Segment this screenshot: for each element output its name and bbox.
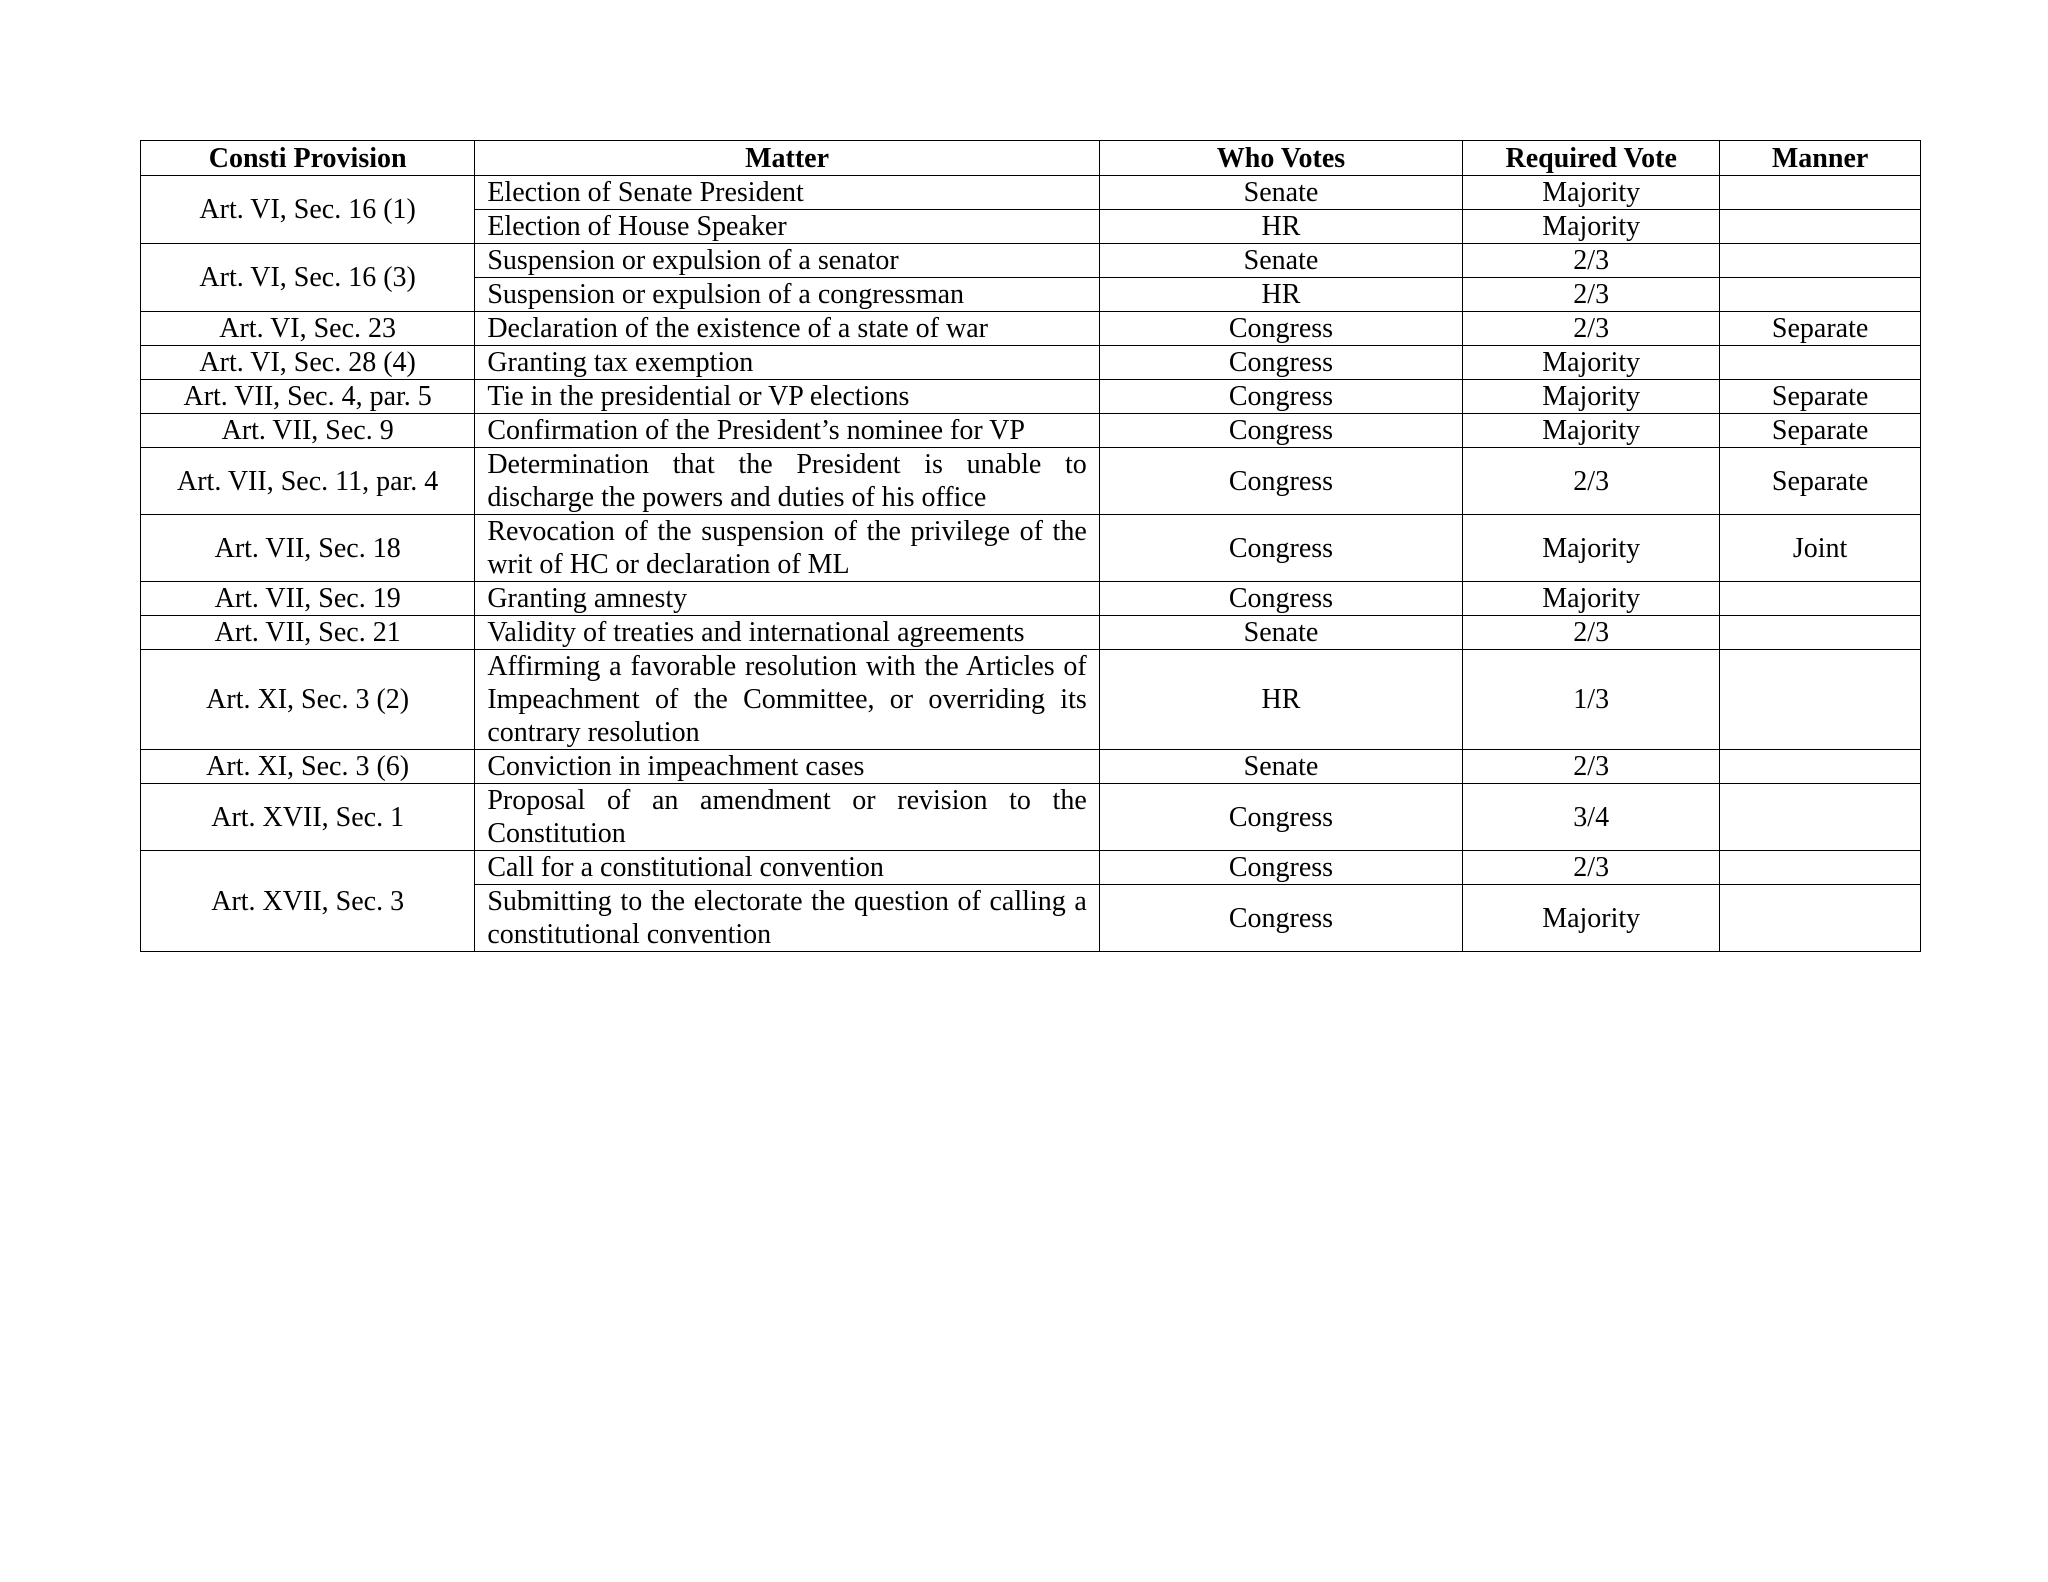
provision-cell: Art. VII, Sec. 21 bbox=[141, 616, 475, 650]
manner-cell bbox=[1720, 851, 1921, 885]
matter-cell: Submitting to the electorate the question of calling a constitutional convention bbox=[475, 885, 1099, 952]
who-votes-cell: Senate bbox=[1099, 616, 1462, 650]
table-row bbox=[141, 784, 1921, 851]
table-body bbox=[141, 176, 1921, 952]
matter-cell: Affirming a favorable resolution with the Articles of Impeachment of the Committee, or overriding its contrary resolution bbox=[475, 650, 1099, 750]
who-votes-cell: Congress bbox=[1099, 312, 1462, 346]
required-vote-cell: Majority bbox=[1463, 582, 1720, 616]
voting-requirements-table bbox=[140, 140, 1921, 952]
manner-cell bbox=[1720, 650, 1921, 750]
table-row bbox=[141, 515, 1921, 582]
who-votes-cell: Senate bbox=[1099, 244, 1462, 278]
required-vote-cell: 2/3 bbox=[1463, 244, 1720, 278]
who-votes-cell: Congress bbox=[1099, 784, 1462, 851]
table-row bbox=[141, 750, 1921, 784]
manner-cell bbox=[1720, 784, 1921, 851]
matter-cell: Granting tax exemption bbox=[475, 346, 1099, 380]
who-votes-cell: Congress bbox=[1099, 885, 1462, 952]
who-votes-cell: Congress bbox=[1099, 515, 1462, 582]
provision-cell: Art. VI, Sec. 16 (1) bbox=[141, 176, 475, 244]
provision-cell: Art. VI, Sec. 28 (4) bbox=[141, 346, 475, 380]
required-vote-cell: 2/3 bbox=[1463, 851, 1720, 885]
provision-cell: Art. VII, Sec. 18 bbox=[141, 515, 475, 582]
header-required-vote: Required Vote bbox=[1463, 141, 1720, 176]
header-matter: Matter bbox=[475, 141, 1099, 176]
matter-cell: Proposal of an amendment or revision to the Constitution bbox=[475, 784, 1099, 851]
who-votes-cell: HR bbox=[1099, 278, 1462, 312]
provision-cell: Art. XVII, Sec. 1 bbox=[141, 784, 475, 851]
manner-cell bbox=[1720, 346, 1921, 380]
provision-cell: Art. VI, Sec. 23 bbox=[141, 312, 475, 346]
manner-cell: Separate bbox=[1720, 448, 1921, 515]
required-vote-cell: 2/3 bbox=[1463, 750, 1720, 784]
matter-cell: Conviction in impeachment cases bbox=[475, 750, 1099, 784]
provision-cell: Art. VII, Sec. 19 bbox=[141, 582, 475, 616]
provision-cell: Art. VII, Sec. 11, par. 4 bbox=[141, 448, 475, 515]
matter-cell: Validity of treaties and international agreements bbox=[475, 616, 1099, 650]
manner-cell: Separate bbox=[1720, 312, 1921, 346]
header-manner: Manner bbox=[1720, 141, 1921, 176]
who-votes-cell: Congress bbox=[1099, 851, 1462, 885]
provision-cell: Art. VII, Sec. 9 bbox=[141, 414, 475, 448]
required-vote-cell: Majority bbox=[1463, 176, 1720, 210]
table-row bbox=[141, 650, 1921, 750]
manner-cell bbox=[1720, 750, 1921, 784]
required-vote-cell: 2/3 bbox=[1463, 616, 1720, 650]
matter-cell: Confirmation of the President’s nominee for VP bbox=[475, 414, 1099, 448]
provision-cell: Art. XI, Sec. 3 (6) bbox=[141, 750, 475, 784]
matter-cell: Election of Senate President bbox=[475, 176, 1099, 210]
table-row bbox=[141, 312, 1921, 346]
who-votes-cell: Senate bbox=[1099, 176, 1462, 210]
who-votes-cell: HR bbox=[1099, 210, 1462, 244]
matter-cell: Granting amnesty bbox=[475, 582, 1099, 616]
table-row bbox=[141, 346, 1921, 380]
matter-cell: Suspension or expulsion of a senator bbox=[475, 244, 1099, 278]
provision-cell: Art. XI, Sec. 3 (2) bbox=[141, 650, 475, 750]
table-row bbox=[141, 851, 1921, 885]
provision-cell: Art. VI, Sec. 16 (3) bbox=[141, 244, 475, 312]
who-votes-cell: HR bbox=[1099, 650, 1462, 750]
required-vote-cell: 2/3 bbox=[1463, 448, 1720, 515]
table-row bbox=[141, 448, 1921, 515]
required-vote-cell: Majority bbox=[1463, 515, 1720, 582]
table-row bbox=[141, 244, 1921, 278]
provision-cell: Art. XVII, Sec. 3 bbox=[141, 851, 475, 952]
header-provision: Consti Provision bbox=[141, 141, 475, 176]
manner-cell: Joint bbox=[1720, 515, 1921, 582]
matter-cell: Election of House Speaker bbox=[475, 210, 1099, 244]
matter-cell: Determination that the President is unable to discharge the powers and duties of his office bbox=[475, 448, 1099, 515]
matter-cell: Call for a constitutional convention bbox=[475, 851, 1099, 885]
manner-cell bbox=[1720, 176, 1921, 210]
manner-cell bbox=[1720, 616, 1921, 650]
manner-cell: Separate bbox=[1720, 414, 1921, 448]
table-row bbox=[141, 380, 1921, 414]
who-votes-cell: Congress bbox=[1099, 380, 1462, 414]
table-row bbox=[141, 582, 1921, 616]
matter-cell: Tie in the presidential or VP elections bbox=[475, 380, 1099, 414]
who-votes-cell: Congress bbox=[1099, 346, 1462, 380]
required-vote-cell: Majority bbox=[1463, 346, 1720, 380]
who-votes-cell: Congress bbox=[1099, 448, 1462, 515]
manner-cell bbox=[1720, 278, 1921, 312]
required-vote-cell: 1/3 bbox=[1463, 650, 1720, 750]
manner-cell bbox=[1720, 885, 1921, 952]
provision-cell: Art. VII, Sec. 4, par. 5 bbox=[141, 380, 475, 414]
required-vote-cell: 2/3 bbox=[1463, 278, 1720, 312]
who-votes-cell: Senate bbox=[1099, 750, 1462, 784]
table-row bbox=[141, 176, 1921, 210]
table-row bbox=[141, 414, 1921, 448]
who-votes-cell: Congress bbox=[1099, 414, 1462, 448]
matter-cell: Revocation of the suspension of the privilege of the writ of HC or declaration of ML bbox=[475, 515, 1099, 582]
manner-cell bbox=[1720, 582, 1921, 616]
required-vote-cell: Majority bbox=[1463, 210, 1720, 244]
matter-cell: Declaration of the existence of a state of war bbox=[475, 312, 1099, 346]
required-vote-cell: Majority bbox=[1463, 414, 1720, 448]
manner-cell: Separate bbox=[1720, 380, 1921, 414]
header-who-votes: Who Votes bbox=[1099, 141, 1462, 176]
required-vote-cell: Majority bbox=[1463, 380, 1720, 414]
required-vote-cell: 3/4 bbox=[1463, 784, 1720, 851]
required-vote-cell: 2/3 bbox=[1463, 312, 1720, 346]
manner-cell bbox=[1720, 244, 1921, 278]
matter-cell: Suspension or expulsion of a congressman bbox=[475, 278, 1099, 312]
required-vote-cell: Majority bbox=[1463, 885, 1720, 952]
header-row bbox=[141, 141, 1921, 176]
table-row bbox=[141, 616, 1921, 650]
who-votes-cell: Congress bbox=[1099, 582, 1462, 616]
manner-cell bbox=[1720, 210, 1921, 244]
